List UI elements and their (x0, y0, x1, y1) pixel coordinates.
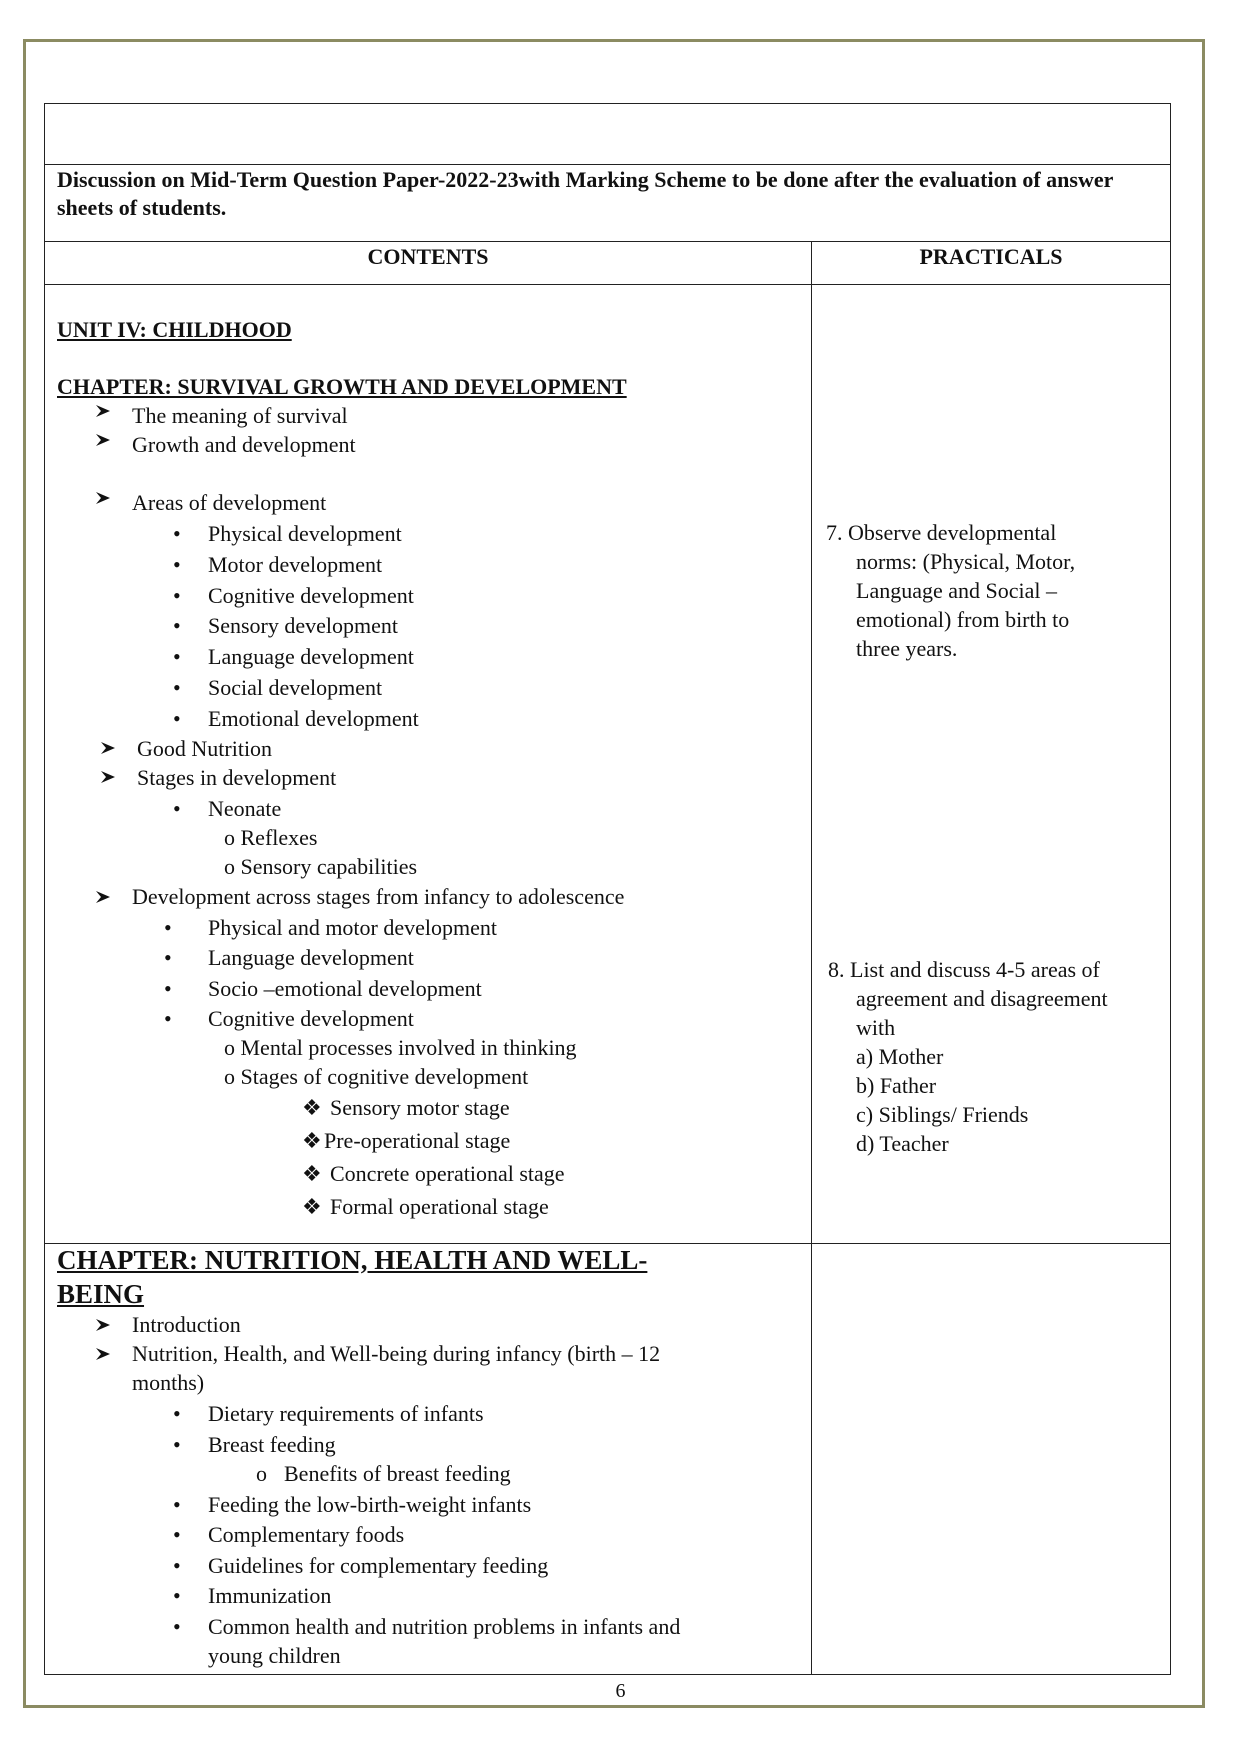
practical-8-line: with (856, 1015, 896, 1040)
list-item: Introduction (132, 1312, 241, 1337)
bullet-icon: • (173, 644, 181, 669)
practical-8-line: c) Siblings/ Friends (856, 1102, 1029, 1127)
list-item: Guidelines for complementary feeding (208, 1553, 549, 1578)
list-item: Physical development (208, 521, 402, 546)
bullet-icon: • (164, 915, 172, 940)
bullet-icon: • (173, 1401, 181, 1426)
bullet-icon: • (173, 796, 181, 821)
stage-item: Concrete operational stage (330, 1161, 565, 1186)
row-divider (45, 241, 1170, 242)
list-item: Complementary foods (208, 1522, 405, 1547)
bullet-icon: • (173, 1432, 181, 1457)
diamond-bullet-icon: ❖ (302, 1194, 322, 1219)
diamond-bullet-icon: ❖ (302, 1161, 322, 1186)
list-item: The meaning of survival (132, 403, 348, 428)
list-item: young children (208, 1643, 341, 1668)
sub-list-item: o Mental processes involved in thinking (224, 1035, 577, 1060)
practicals-header: PRACTICALS (919, 244, 1063, 269)
list-item: Feeding the low-birth-weight infants (208, 1492, 532, 1517)
stage-item: Formal operational stage (330, 1194, 549, 1219)
list-item: Nutrition, Health, and Well-being during infancy (birth – 12 (132, 1341, 661, 1366)
discussion-heading: Discussion on Mid-Term Question Paper-2022-23with Marking Scheme to be done after the evaluation of answer sheets of students. (57, 167, 1113, 220)
practical-7-line: 7. Observe developmental (826, 520, 1057, 545)
list-item: Breast feeding (208, 1432, 336, 1457)
bullet-icon: • (173, 613, 181, 638)
list-item: months) (132, 1370, 205, 1395)
practical-7-line: emotional) from birth to (856, 607, 1070, 632)
sub-list-item: o Reflexes (224, 825, 318, 850)
practical-8-line: agreement and disagreement (856, 986, 1108, 1011)
practical-7-line: three years. (856, 636, 958, 661)
arrow-bullet-icon (95, 890, 111, 909)
bullet-icon: • (164, 976, 172, 1001)
bullet-icon: • (173, 1614, 181, 1639)
list-item: Growth and development (132, 432, 356, 457)
list-item: Immunization (208, 1583, 332, 1608)
diamond-bullet-icon: ❖ (302, 1095, 322, 1120)
arrow-bullet-icon (95, 1347, 111, 1366)
bullet-icon: • (173, 675, 181, 700)
list-item: Motor development (208, 552, 383, 577)
list-item: Neonate (208, 796, 282, 821)
arrow-bullet-icon (100, 770, 116, 789)
circle-bullet-icon: o (256, 1461, 267, 1486)
chapter2-title: CHAPTER: NUTRITION, HEALTH AND WELL- (57, 1245, 648, 1275)
list-item: Common health and nutrition problems in infants and (208, 1614, 681, 1639)
list-item: Development across stages from infancy to adolescence (132, 884, 625, 909)
list-item: Cognitive development (208, 583, 414, 608)
sub-list-item: o Sensory capabilities (224, 854, 418, 879)
practical-8-line: d) Teacher (856, 1131, 949, 1156)
stage-item: Pre-operational stage (324, 1128, 511, 1153)
bullet-icon: • (173, 1583, 181, 1608)
page-number: 6 (615, 1680, 626, 1702)
bullet-icon: • (173, 1553, 181, 1578)
bullet-icon: • (164, 1006, 172, 1031)
bullet-icon: • (173, 706, 181, 731)
practical-7-line: norms: (Physical, Motor, (856, 549, 1076, 574)
bullet-icon: • (173, 1522, 181, 1547)
list-item: Language development (208, 644, 414, 669)
sub-list-item: Benefits of breast feeding (284, 1461, 511, 1486)
list-item: Socio –emotional development (208, 976, 482, 1001)
bullet-icon: • (173, 583, 181, 608)
chapter2-title: BEING (57, 1279, 145, 1309)
row-divider (45, 164, 1170, 165)
arrow-bullet-icon (95, 433, 111, 452)
contents-header: CONTENTS (367, 244, 489, 269)
list-item: Social development (208, 675, 383, 700)
list-item: Emotional development (208, 706, 419, 731)
arrow-bullet-icon (95, 404, 111, 423)
bullet-icon: • (173, 552, 181, 577)
stage-item: Sensory motor stage (330, 1095, 510, 1120)
column-divider (811, 241, 812, 1674)
sub-list-item: o Stages of cognitive development (224, 1064, 529, 1089)
list-item: Sensory development (208, 613, 399, 638)
list-item: Cognitive development (208, 1006, 414, 1031)
unit-title: UNIT IV: CHILDHOOD (57, 317, 292, 342)
chapter-title: CHAPTER: SURVIVAL GROWTH AND DEVELOPMENT (57, 374, 627, 399)
list-item: Stages in development (137, 765, 337, 790)
practical-8-line: a) Mother (856, 1044, 944, 1069)
list-item: Good Nutrition (137, 736, 273, 761)
practical-8-line: b) Father (856, 1073, 937, 1098)
row-divider (45, 284, 1170, 285)
list-item: Physical and motor development (208, 915, 497, 940)
arrow-bullet-icon (100, 741, 116, 760)
list-item: Language development (208, 945, 414, 970)
bullet-icon: • (164, 945, 172, 970)
practical-7-line: Language and Social – (856, 578, 1057, 603)
arrow-bullet-icon (95, 491, 111, 510)
arrow-bullet-icon (95, 1318, 111, 1337)
list-item: Areas of development (132, 490, 327, 515)
bullet-icon: • (173, 521, 181, 546)
diamond-bullet-icon: ❖ (302, 1128, 322, 1153)
practical-8-line: 8. List and discuss 4-5 areas of (828, 957, 1100, 982)
list-item: Dietary requirements of infants (208, 1401, 484, 1426)
bullet-icon: • (173, 1492, 181, 1517)
